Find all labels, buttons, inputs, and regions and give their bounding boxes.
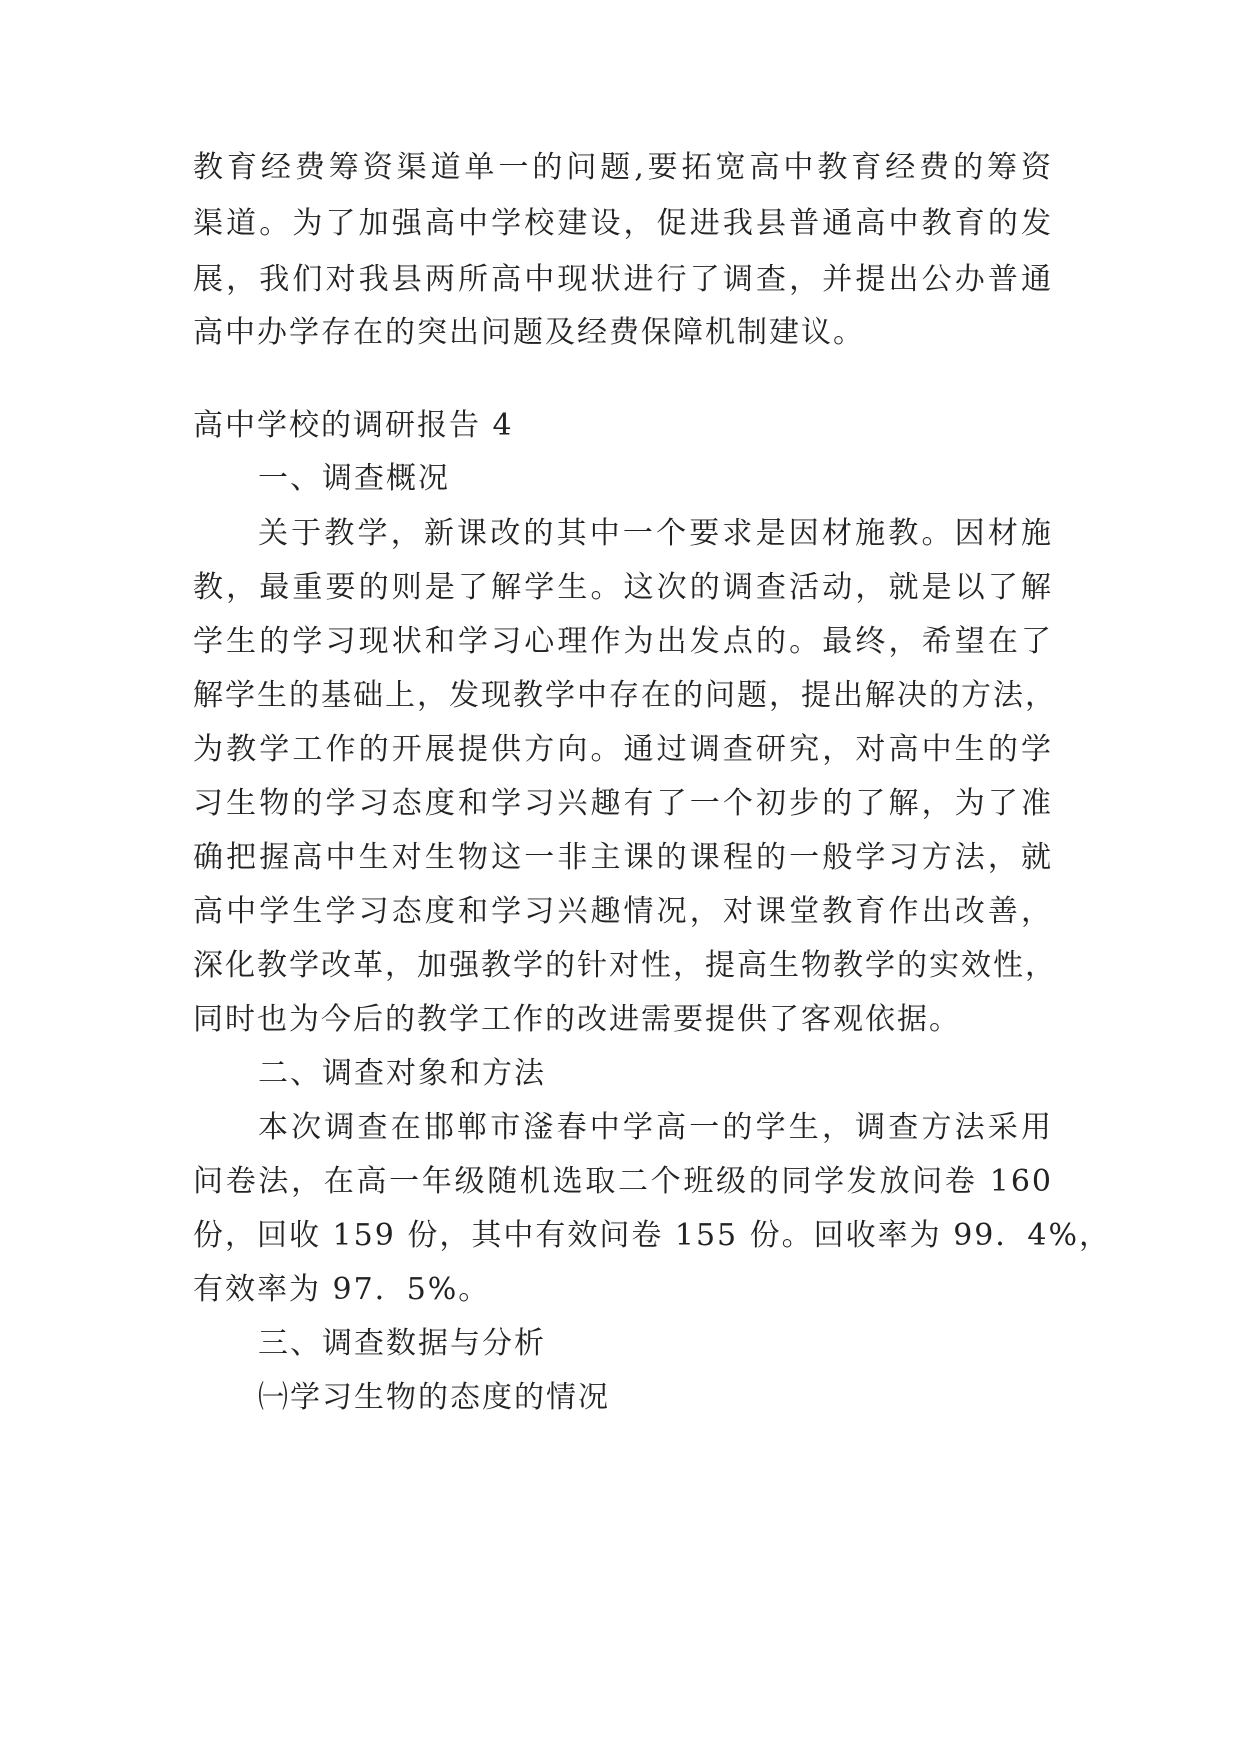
section1-line-10: 同时也为今后的教学工作的改进需要提供了客观依据。	[193, 1002, 961, 1037]
section1-line-7: 确把握高中生对生物这一非主课的课程的一般学习方法，就	[193, 840, 1053, 875]
section1-line-3: 学生的学习现状和学习心理作为出发点的。最终，希望在了	[193, 624, 1053, 659]
intro-line-3: 展，我们对我县两所高中现状进行了调查，并提出公办普通	[193, 262, 1053, 297]
section2-line-4: 有效率为 97．5%。	[193, 1272, 491, 1307]
section2-line-1: 本次调查在邯郸市滏春中学高一的学生，调查方法采用	[258, 1110, 1053, 1145]
intro-line-4: 高中办学存在的突出问题及经费保障机制建议。	[193, 315, 865, 350]
section1-line-1: 关于教学，新课改的其中一个要求是因材施教。因材施	[258, 516, 1053, 551]
section1-line-4: 解学生的基础上，发现教学中存在的问题，提出解决的方法，	[193, 678, 1057, 713]
section2-line-3: 份，回收 159 份，其中有效问卷 155 份。回收率为 99．4%，	[193, 1218, 1111, 1253]
report-title: 高中学校的调研报告 4	[193, 408, 514, 443]
section1-line-9: 深化教学改革，加强教学的针对性，提高生物教学的实效性，	[193, 948, 1057, 983]
section2-line-2: 问卷法，在高一年级随机选取二个班级的同学发放问卷 160	[193, 1164, 1053, 1199]
section1-line-8: 高中学生学习态度和学习兴趣情况，对课堂教育作出改善，	[193, 894, 1053, 929]
intro-line-2: 渠道。为了加强高中学校建设，促进我县普通高中教育的发	[193, 206, 1053, 241]
section1-line-2: 教，最重要的则是了解学生。这次的调查活动，就是以了解	[193, 570, 1053, 605]
intro-line-1: 教育经费筹资渠道单一的问题,要拓宽高中教育经费的筹资	[193, 150, 1053, 185]
subsection1-heading: ㈠学习生物的态度的情况	[258, 1380, 610, 1415]
section1-heading: 一、调查概况	[258, 461, 450, 496]
section3-heading: 三、调查数据与分析	[258, 1326, 546, 1361]
section1-line-6: 习生物的学习态度和学习兴趣有了一个初步的了解，为了准	[193, 786, 1053, 821]
section1-line-5: 为教学工作的开展提供方向。通过调查研究，对高中生的学	[193, 732, 1053, 767]
section2-heading: 二、调查对象和方法	[258, 1056, 546, 1091]
